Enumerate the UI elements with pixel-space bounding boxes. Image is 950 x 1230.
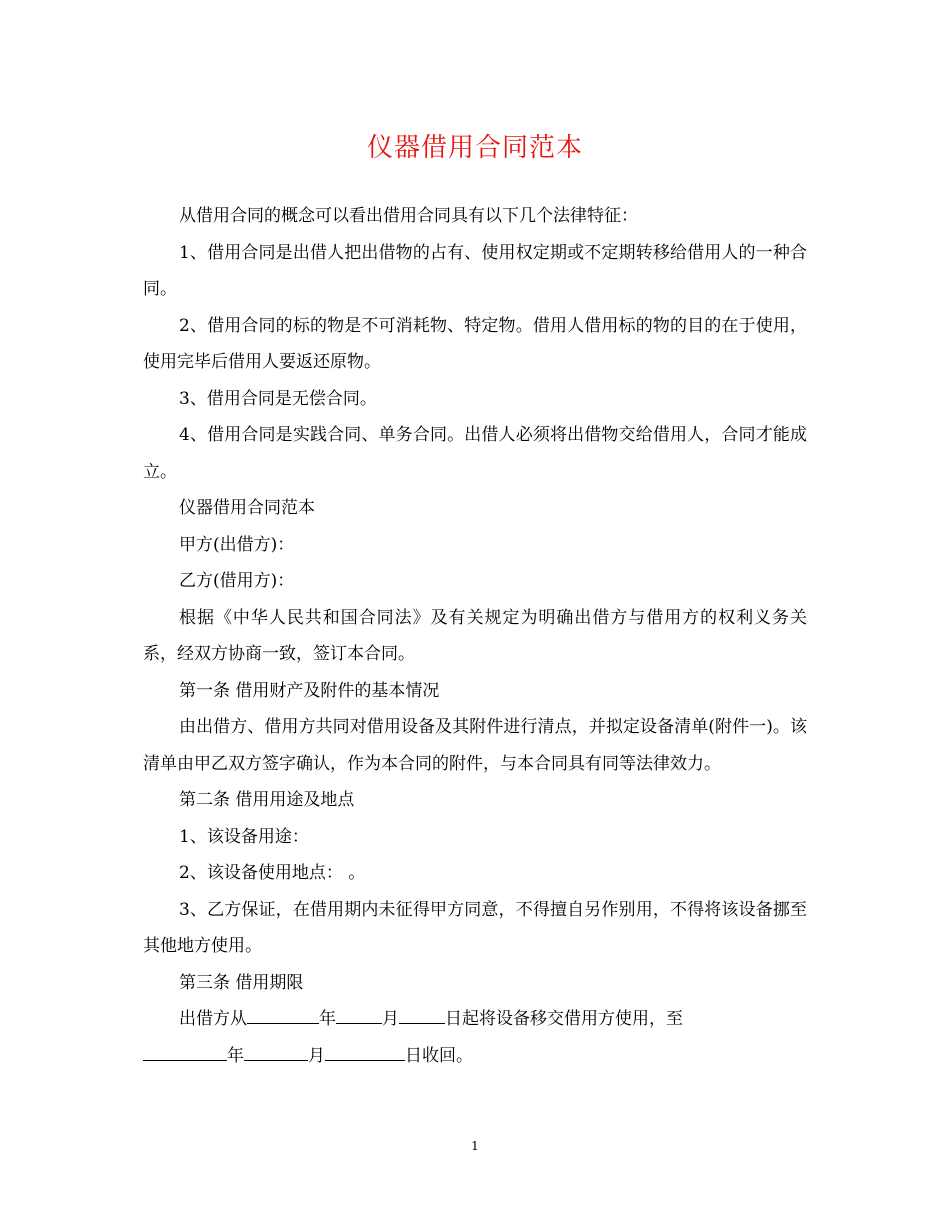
term-prefix: 出借方从 (179, 1009, 247, 1029)
party-a-line: 甲方(出借方)： (179, 534, 295, 555)
article-3-heading: 第三条 借用期限 (179, 972, 304, 993)
paragraph-intro: 从借用合同的概念可以看出借用合同具有以下几个法律特征： (179, 206, 638, 226)
end-year-label: 年 (227, 1045, 244, 1066)
start-day-blank (399, 1006, 445, 1024)
term-line (143, 1001, 807, 1074)
contract-subtitle: 仪器借用合同范本 (179, 498, 315, 518)
start-month-label: 月 (382, 1009, 399, 1029)
start-day-label: 日起将设备移交借用方使用，至 (445, 1009, 683, 1029)
document-title: 仪器借用合同范本 (366, 133, 583, 163)
end-month-blank (244, 1043, 308, 1061)
start-year-label: 年 (319, 1009, 336, 1029)
start-month-blank (336, 1006, 382, 1024)
article-1-body: 由出借方、借用方共同对借用设备及其附件进行清点，并拟定设备清单(附件一)。该清单由甲乙双方签字确认，作为本合同的附件，与本合同具有同等法律效力。 (143, 717, 807, 774)
document-body (143, 198, 807, 1074)
article-2-item-3: 3、乙方保证，在借用期内未征得甲方同意，不得擅自另作别用，不得将该设备挪至其他地方使用。 (143, 899, 807, 956)
end-day-label: 日收回。 (405, 1045, 473, 1066)
page-number: 1 (471, 1139, 479, 1153)
article-2-item-1: 1、该设备用途： (179, 826, 309, 847)
end-month-label: 月 (308, 1045, 325, 1066)
start-year-blank (247, 1006, 319, 1024)
article-2-item-2: 2、该设备使用地点： 。 (179, 863, 366, 883)
paragraph-feature-1: 1、借用合同是出借人把出借物的占有、使用权定期或不定期转移给借用人的一种合同。 (143, 242, 807, 299)
end-year-blank (143, 1043, 227, 1061)
paragraph-feature-4: 4、借用合同是实践合同、单务合同。出借人必须将出借物交给借用人，合同才能成立。 (143, 425, 807, 482)
preamble-paragraph: 根据《中华人民共和国合同法》及有关规定为明确出借方与借用方的权利义务关系，经双方协商一致，签订本合同。 (143, 607, 807, 664)
article-2-heading: 第二条 借用用途及地点 (179, 790, 355, 810)
article-1-heading: 第一条 借用财产及附件的基本情况 (179, 680, 440, 701)
paragraph-feature-2: 2、借用合同的标的物是不可消耗物、特定物。借用人借用标的物的目的在于使用，使用完毕后借用人要返还原物。 (143, 315, 807, 372)
paragraph-feature-3: 3、借用合同是无偿合同。 (179, 388, 377, 409)
end-day-blank (325, 1043, 405, 1061)
party-b-line: 乙方(借用方)： (179, 571, 295, 591)
